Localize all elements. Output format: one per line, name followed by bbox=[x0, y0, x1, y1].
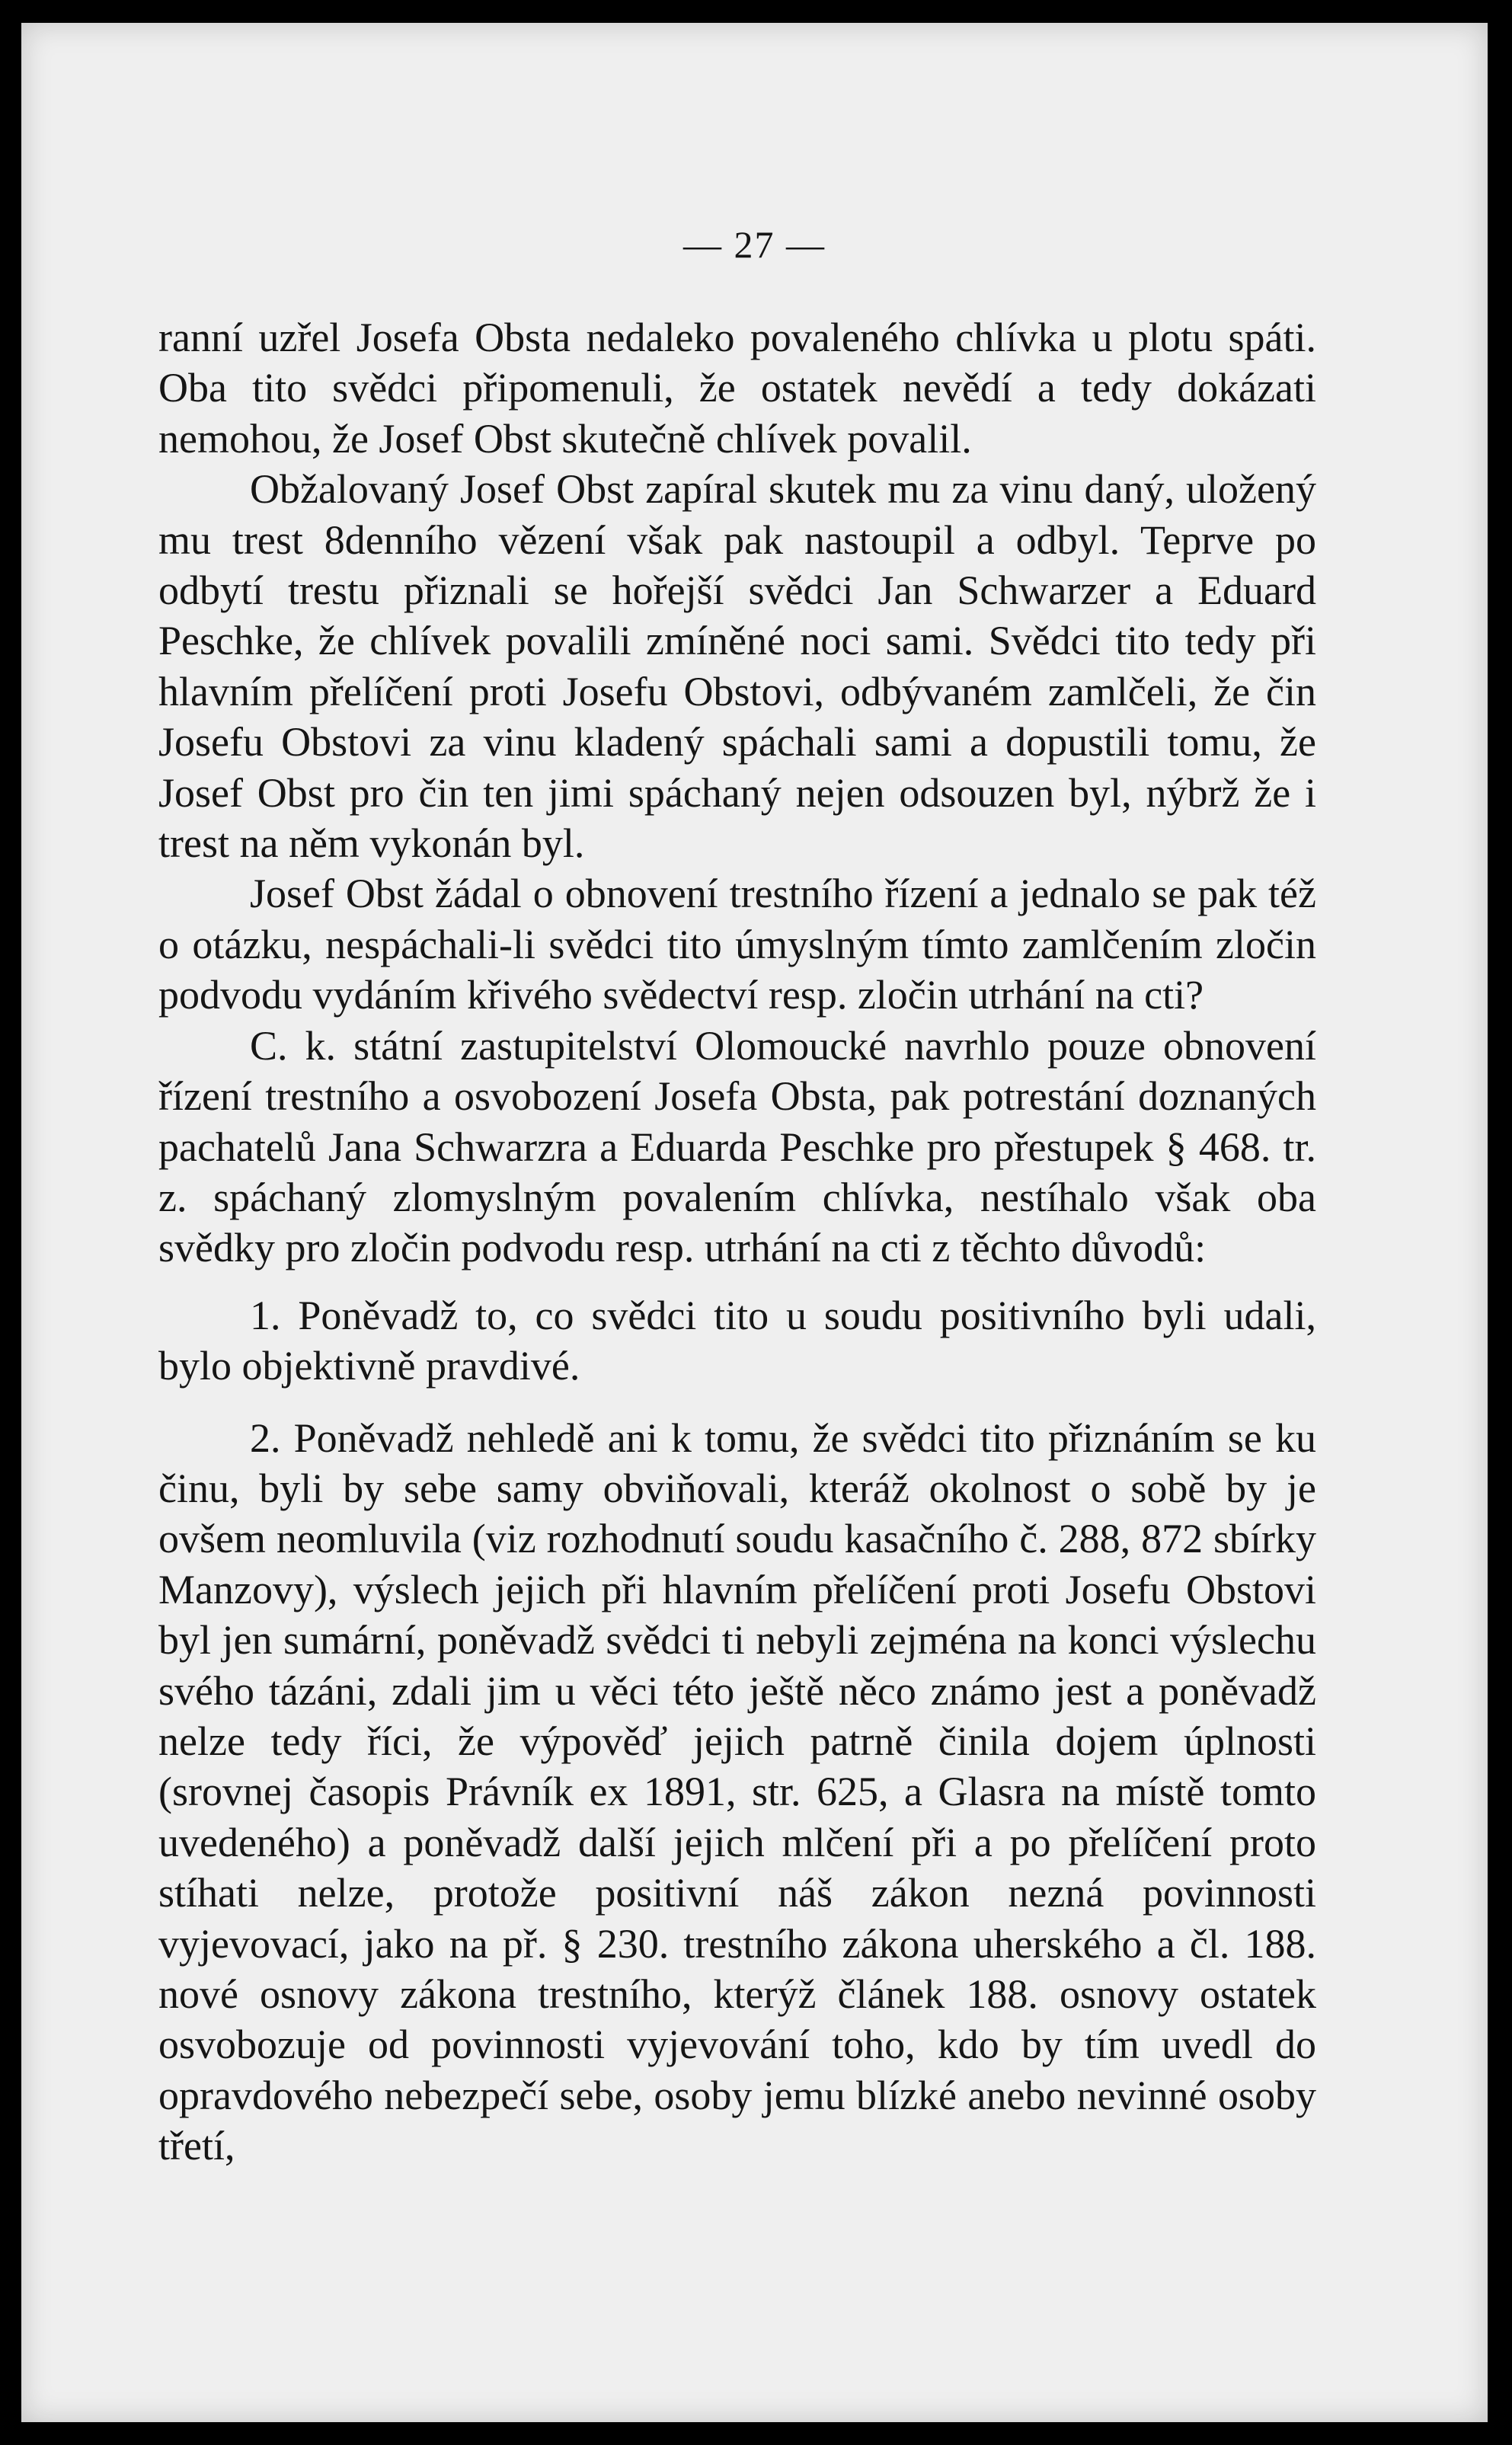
page-number: — 27 — bbox=[683, 223, 826, 266]
paragraph: C. k. státní zastupitelství Olomoucké navrhlo pouze obnovení řízení trestního a osvobození Josefa Obsta, pak potrestání doznaných pachatelů Jana Schwarzra a Eduarda Peschke pro přestupek § 468. tr. z. spáchaný zlomyslným povalením chlívka, nestíhalo však oba svědky pro zločin podvodu resp. utrhání na cti z těchto důvodů: bbox=[158, 1022, 1316, 1271]
paragraph: Obžalovaný Josef Obst zapíral skutek mu za vinu daný, uložený mu trest 8denního vězení však pak nastoupil a odbyl. Teprve po odbytí trestu přiznali se hořejší svědci Jan Schwarzer a Eduard Peschke, že chlívek povalili zmíněné noci sami. Svědci tito tedy při hlavním přelíčení proti Josefu Obstovi, odbývaném zamlčeli, že čin Josefu Obstovi za vinu kladený spáchali sami a dopustili tomu, že Josef Obst pro čin ten jimi spáchaný nejen odsouzen byl, nýbrž že i trest na něm vykonán byl. bbox=[158, 466, 1316, 867]
paragraph: Josef Obst žádal o obnovení trestního řízení a jednalo se pak též o otázku, nespáchali-li svědci tito úmyslným tímto zamlčením zločin podvodu vydáním křivého svědectví resp. zločin utrhání na cti? bbox=[158, 871, 1316, 1018]
numbered-paragraph-1: 1. Poněvadž to, co svědci tito u soudu positivního byli udali, bylo objektivně pravdivé. bbox=[158, 1292, 1316, 1389]
page-body-text bbox=[158, 312, 1316, 2172]
book-page bbox=[21, 23, 1488, 2422]
paragraph-continuation: ranní uzřel Josefa Obsta nedaleko povaleného chlívka u plotu spáti. Oba tito svědci připomenuli, že ostatek nevědí a tedy dokázati nemohou, že Josef Obst skutečně chlívek povalil. bbox=[158, 315, 1316, 462]
numbered-paragraph-2: 2. Poněvadž nehledě ani k tomu, že svědci tito přiznáním se ku činu, byli by sebe samy obviňovali, kteráž okolnost o sobě by je ovšem neomluvila (viz rozhodnutí soudu kasačního č. 288, 872 sbírky Manzovy), výslech jejich při hlavním přelíčení proti Josefu Obstovi byl jen sumární, poněvadž svědci ti nebyli zejména na konci výslechu svého tázáni, zdali jim u věci této ještě něco známo jest a poněvadž nelze tedy říci, že výpověď jejich patrně činila dojem úplnosti (srovnej časopis Právník ex 1891, str. 625, a Glasra na místě tomto uvedeného) a poněvadž další jejich mlčení při a po přelíčení proto stíhati nelze, protože positivní náš zákon nezná povinnosti vyjevovací, jako na př. § 230. trestního zákona uherského a čl. 188. nové osnovy zákona trestního, kterýž článek 188. osnovy ostatek osvobozuje od povinnosti vyjevování toho, kdo by tím uvedl do opravdového nebezpečí sebe, osoby jemu blízké anebo nevinné osoby třetí, bbox=[158, 1414, 1316, 2169]
